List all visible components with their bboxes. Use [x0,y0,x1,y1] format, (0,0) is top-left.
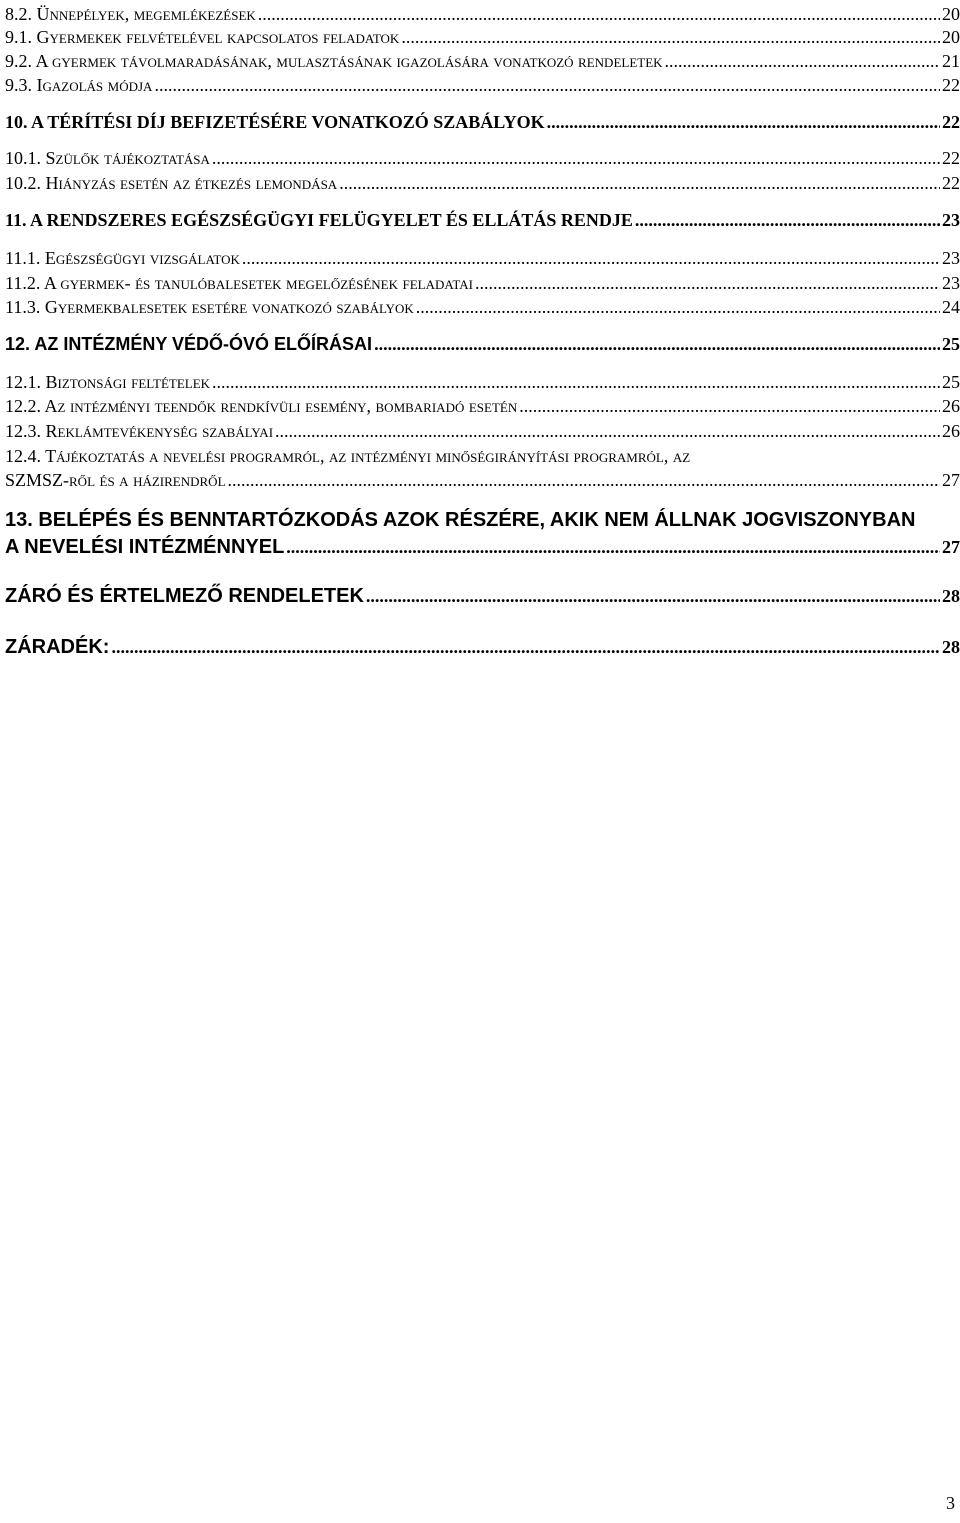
dot-leader [111,637,940,658]
toc-entry[interactable] [5,334,960,355]
toc-entry-label: 11.1. Egészségügyi vizsgálatok [5,248,240,268]
toc-entry-page: 23 [942,248,960,268]
toc-entry-label: SZMSZ-ről és a házirendről [5,470,226,490]
dot-leader [258,4,940,25]
toc-entry-label: 11. A RENDSZERES EGÉSZSÉGÜGYI FELÜGYELET ÉS ELLÁTÁS RENDJE [5,210,633,230]
toc-entry-label: 12.4. Tájékoztatás a nevelési programról, az intézményi minőségirányítási programról, az [5,446,691,466]
dot-leader [286,537,940,558]
toc-entry-page: 22 [942,173,960,193]
dot-leader [366,586,940,607]
toc-entry-page: 27 [942,537,960,557]
toc-entry-label: 12.2. Az intézményi teendők rendkívüli esemény, bombariadó esetén [5,396,518,416]
dot-leader [212,148,940,169]
dot-leader [547,112,940,133]
toc-entry-label: ZÁRÓ ÉS ÉRTELMEZŐ RENDELETEK [5,585,364,607]
toc-entry-label: 9.3. Igazolás módja [5,75,153,95]
toc-entry[interactable] [5,173,960,194]
toc-entry-label: 8.2. Ünnepélyek, megemlékezések [5,4,256,24]
toc-entry-label: 11.2. A gyermek- és tanulóbalesetek megelőzésének feladatai [5,273,473,293]
toc-entry[interactable] [5,585,960,608]
toc-entry[interactable] [5,248,960,269]
toc-entry-page: 20 [942,27,960,47]
toc-entry-line1[interactable] [5,446,960,467]
toc-entry-page: 21 [942,51,960,71]
toc-entry[interactable] [5,210,960,231]
toc-entry-page: 26 [942,421,960,441]
toc-entry-page: 24 [942,297,960,317]
dot-leader [475,273,940,294]
toc-entry-page: 28 [942,586,960,606]
toc-entry-label: A NEVELÉSI INTÉZMÉNNYEL [5,536,285,558]
toc-entry-label: 12. AZ INTÉZMÉNY VÉDŐ-ÓVÓ ELŐÍRÁSAI [5,334,373,354]
toc-entry-page: 23 [942,273,960,293]
toc-entry-label: 9.1. Gyermekek felvételével kapcsolatos feladatok [5,27,400,47]
toc-entry[interactable] [5,148,960,169]
dot-leader [154,75,940,96]
dot-leader [212,372,940,393]
toc-entry[interactable] [5,636,960,659]
toc-entry[interactable] [5,470,960,491]
toc-entry[interactable] [5,372,960,393]
toc-entry-page: 25 [942,372,960,392]
toc-entry-page: 23 [942,210,960,230]
toc-entry[interactable] [5,112,960,133]
toc-entry-page: 22 [942,112,960,132]
toc-entry-label: ZÁRADÉK: [5,636,110,658]
dot-leader [416,297,940,318]
toc-entry-page: 28 [942,637,960,657]
toc-entry[interactable] [5,4,960,25]
dot-leader [339,173,940,194]
toc-entry-label: 10. A TÉRÍTÉSI DÍJ BEFIZETÉSÉRE VONATKOZÓ SZABÁLYOK [5,112,545,132]
toc-entry[interactable] [5,536,960,559]
toc-entry-page: 27 [942,470,960,490]
dot-leader [635,210,940,231]
dot-leader [401,27,940,48]
dot-leader [665,51,940,72]
toc-entry-page: 20 [942,4,960,24]
toc-entry-label: 12.3. Reklámtevékenység szabályai [5,421,274,441]
toc-entry-page: 22 [942,75,960,95]
page-number: 3 [946,1493,955,1513]
toc-entry[interactable] [5,27,960,48]
toc-entry[interactable] [5,273,960,294]
toc-entry-page: 25 [942,334,960,354]
toc-entry-page: 26 [942,396,960,416]
toc-entry-line1[interactable] [5,509,960,532]
toc-entry-label: 10.1. Szülők tájékoztatása [5,148,210,168]
toc-entry-page: 22 [942,148,960,168]
toc-entry-label: 9.2. A gyermek távolmaradásának, mulasztásának igazolására vonatkozó rendeletek [5,51,663,71]
toc-entry-label: 12.1. Biztonsági feltételek [5,372,211,392]
dot-leader [519,396,940,417]
toc-entry[interactable] [5,51,960,72]
toc-entry-label: 11.3. Gyermekbalesetek esetére vonatkozó szabályok [5,297,414,317]
toc-entry[interactable] [5,297,960,318]
dot-leader [374,334,940,355]
toc-entry[interactable] [5,421,960,442]
dot-leader [242,248,940,269]
toc-entry[interactable] [5,396,960,417]
dot-leader [228,470,940,491]
toc-entry-label: 13. BELÉPÉS ÉS BENNTARTÓZKODÁS AZOK RÉSZÉRE, AKIK NEM ÁLLNAK JOGVISZONYBAN [5,509,916,531]
toc-entry-label: 10.2. Hiányzás esetén az étkezés lemondása [5,173,338,193]
dot-leader [275,421,940,442]
toc-entry[interactable] [5,75,960,96]
